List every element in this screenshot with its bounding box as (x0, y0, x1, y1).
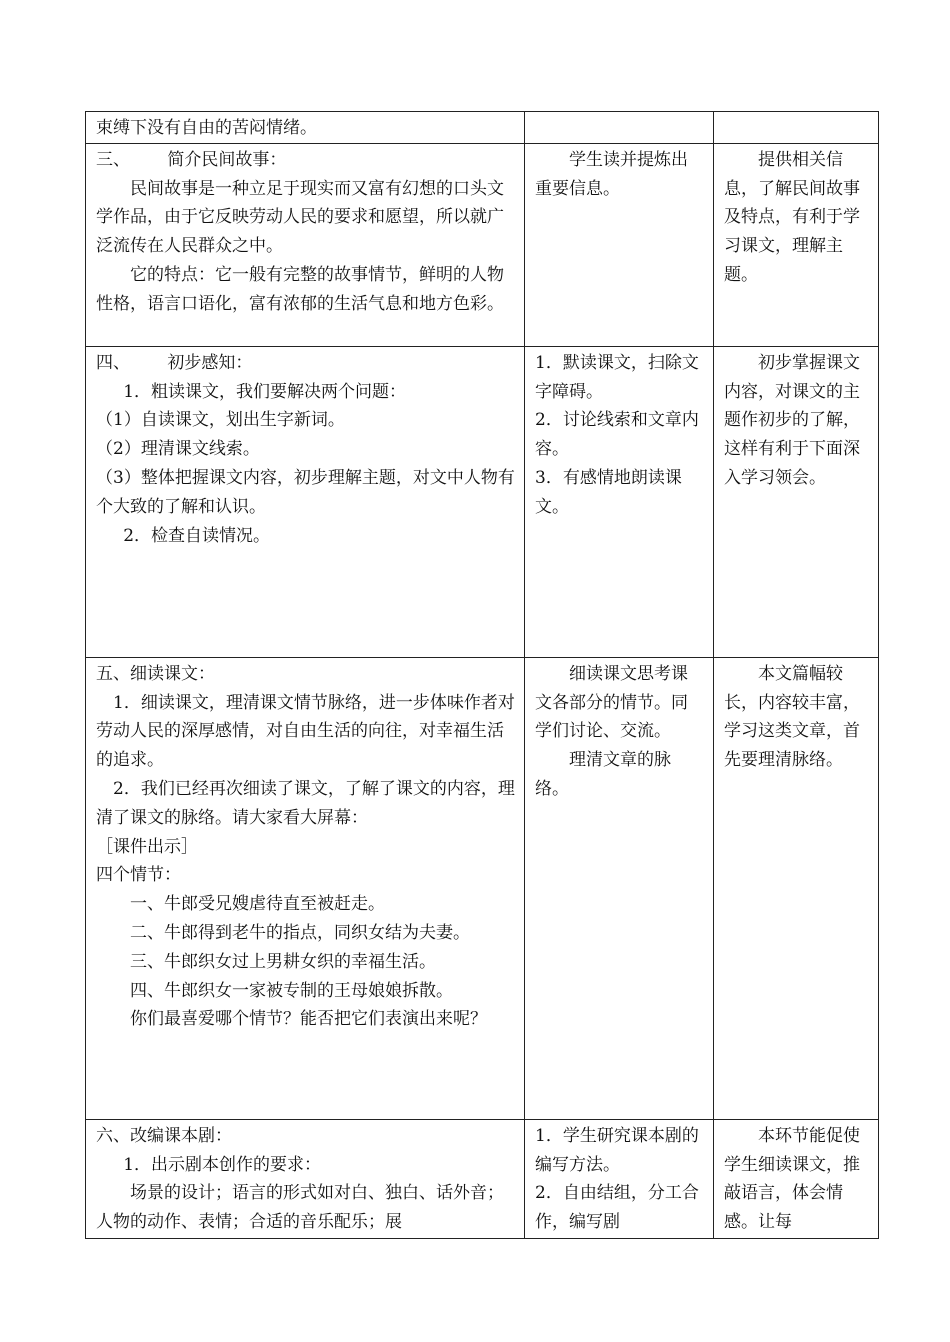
table-row (86, 1119, 879, 1238)
design-intent-cell (714, 346, 879, 657)
paragraph: 3．有感情地朗读课文。 (535, 467, 682, 517)
lesson-plan-table (85, 111, 879, 1239)
student-activity-cell (525, 1119, 714, 1238)
paragraph: 学生读并提炼出重要信息。 (535, 149, 688, 199)
paragraph: 1．学生研究课本剧的编写方法。 (535, 1125, 699, 1175)
design-intent-cell (714, 1119, 879, 1238)
paragraph: 场景的设计；语言的形式如对白、独白、话外音；人物的动作、表情；合适的音乐配乐；展 (96, 1183, 504, 1233)
paragraph: 四、牛郎织女一家被专制的王母娘娘拆散。 (130, 980, 453, 1001)
paragraph: 四个情节： (96, 865, 181, 886)
paragraph: 2．自由结组，分工合作，编写剧 (535, 1183, 699, 1233)
paragraph: 本文篇幅较长，内容较丰富，学习这类文章，首先要理清脉络。 (724, 663, 860, 771)
paragraph: 2．检查自读情况。 (123, 525, 271, 546)
student-activity-cell (525, 143, 714, 346)
student-activity-cell (525, 657, 714, 1119)
content-cell (86, 112, 525, 144)
paragraph: （2）理清课文线索。 (96, 439, 260, 460)
paragraph: 1．细读课文，理清课文情节脉络，进一步体味作者对劳动人民的深厚感情，对自由生活的向往，对幸福生活的追求。 (96, 692, 515, 771)
paragraph: 束缚下没有自由的苦闷情绪。 (96, 118, 317, 138)
paragraph: 二、牛郎得到老牛的指点，同织女结为夫妻。 (130, 922, 470, 943)
student-activity-cell (525, 112, 714, 144)
paragraph: 2．我们已经再次细读了课文，了解了课文的内容，理清了课文的脉络。请大家看大屏幕： (96, 778, 515, 828)
paragraph: 细读课文思考课文各部分的情节。同学们讨论、交流。 (535, 663, 688, 742)
content-cell (86, 143, 525, 346)
content-cell (86, 1119, 525, 1238)
paragraph: 提供相关信息，了解民间故事及特点，有利于学习课文，理解主题。 (724, 149, 860, 285)
content-cell (86, 346, 525, 657)
student-activity-cell (525, 346, 714, 657)
paragraph: 1．默读课文，扫除文字障碍。 (535, 352, 699, 402)
paragraph: 本环节能促使学生细读课文，推敲语言，体会情感。让每 (724, 1125, 860, 1233)
paragraph: 它的特点：它一般有完整的故事情节，鲜明的人物性格，语言口语化，富有浓郁的生活气息和地方色彩。 (96, 264, 504, 314)
table-row (86, 657, 879, 1119)
paragraph: 三、牛郎织女过上男耕女织的幸福生活。 (130, 951, 436, 972)
paragraph: 一、牛郎受兄嫂虐待直至被赶走。 (130, 894, 385, 915)
section-heading: 六、改编课本剧： (96, 1125, 232, 1146)
design-intent-cell (714, 112, 879, 144)
table-row (86, 143, 879, 346)
section-heading: 四、 初步感知： (96, 352, 253, 373)
paragraph: 民间故事是一种立足于现实而又富有幻想的口头文学作品，由于它反映劳动人民的要求和愿望，所以就广泛流传在人民群众之中。 (96, 178, 504, 257)
section-heading: 五、细读课文： (96, 663, 215, 684)
table-row (86, 112, 879, 144)
design-intent-cell (714, 143, 879, 346)
content-cell (86, 657, 525, 1119)
paragraph: 1．出示剧本创作的要求： (123, 1154, 322, 1175)
paragraph: 2．讨论线索和文章内容。 (535, 410, 699, 460)
paragraph: ［课件出示］ (96, 836, 198, 857)
table-row (86, 346, 879, 657)
design-intent-cell (714, 657, 879, 1119)
paragraph: 初步掌握课文内容，对课文的主题作初步的了解，这样有利于下面深入学习领会。 (724, 352, 860, 488)
section-heading: 三、 简介民间故事： (96, 149, 287, 170)
paragraph: 理清文章的脉络。 (535, 750, 671, 799)
paragraph: （1）自读课文，划出生字新词。 (96, 410, 345, 431)
paragraph: （3）整体把握课文内容，初步理解主题，对文中人物有个大致的了解和认识。 (96, 467, 515, 517)
paragraph: 1．粗读课文，我们要解决两个问题： (123, 381, 407, 402)
paragraph: 你们最喜爱哪个情节？能否把它们表演出来呢？ (130, 1009, 487, 1030)
